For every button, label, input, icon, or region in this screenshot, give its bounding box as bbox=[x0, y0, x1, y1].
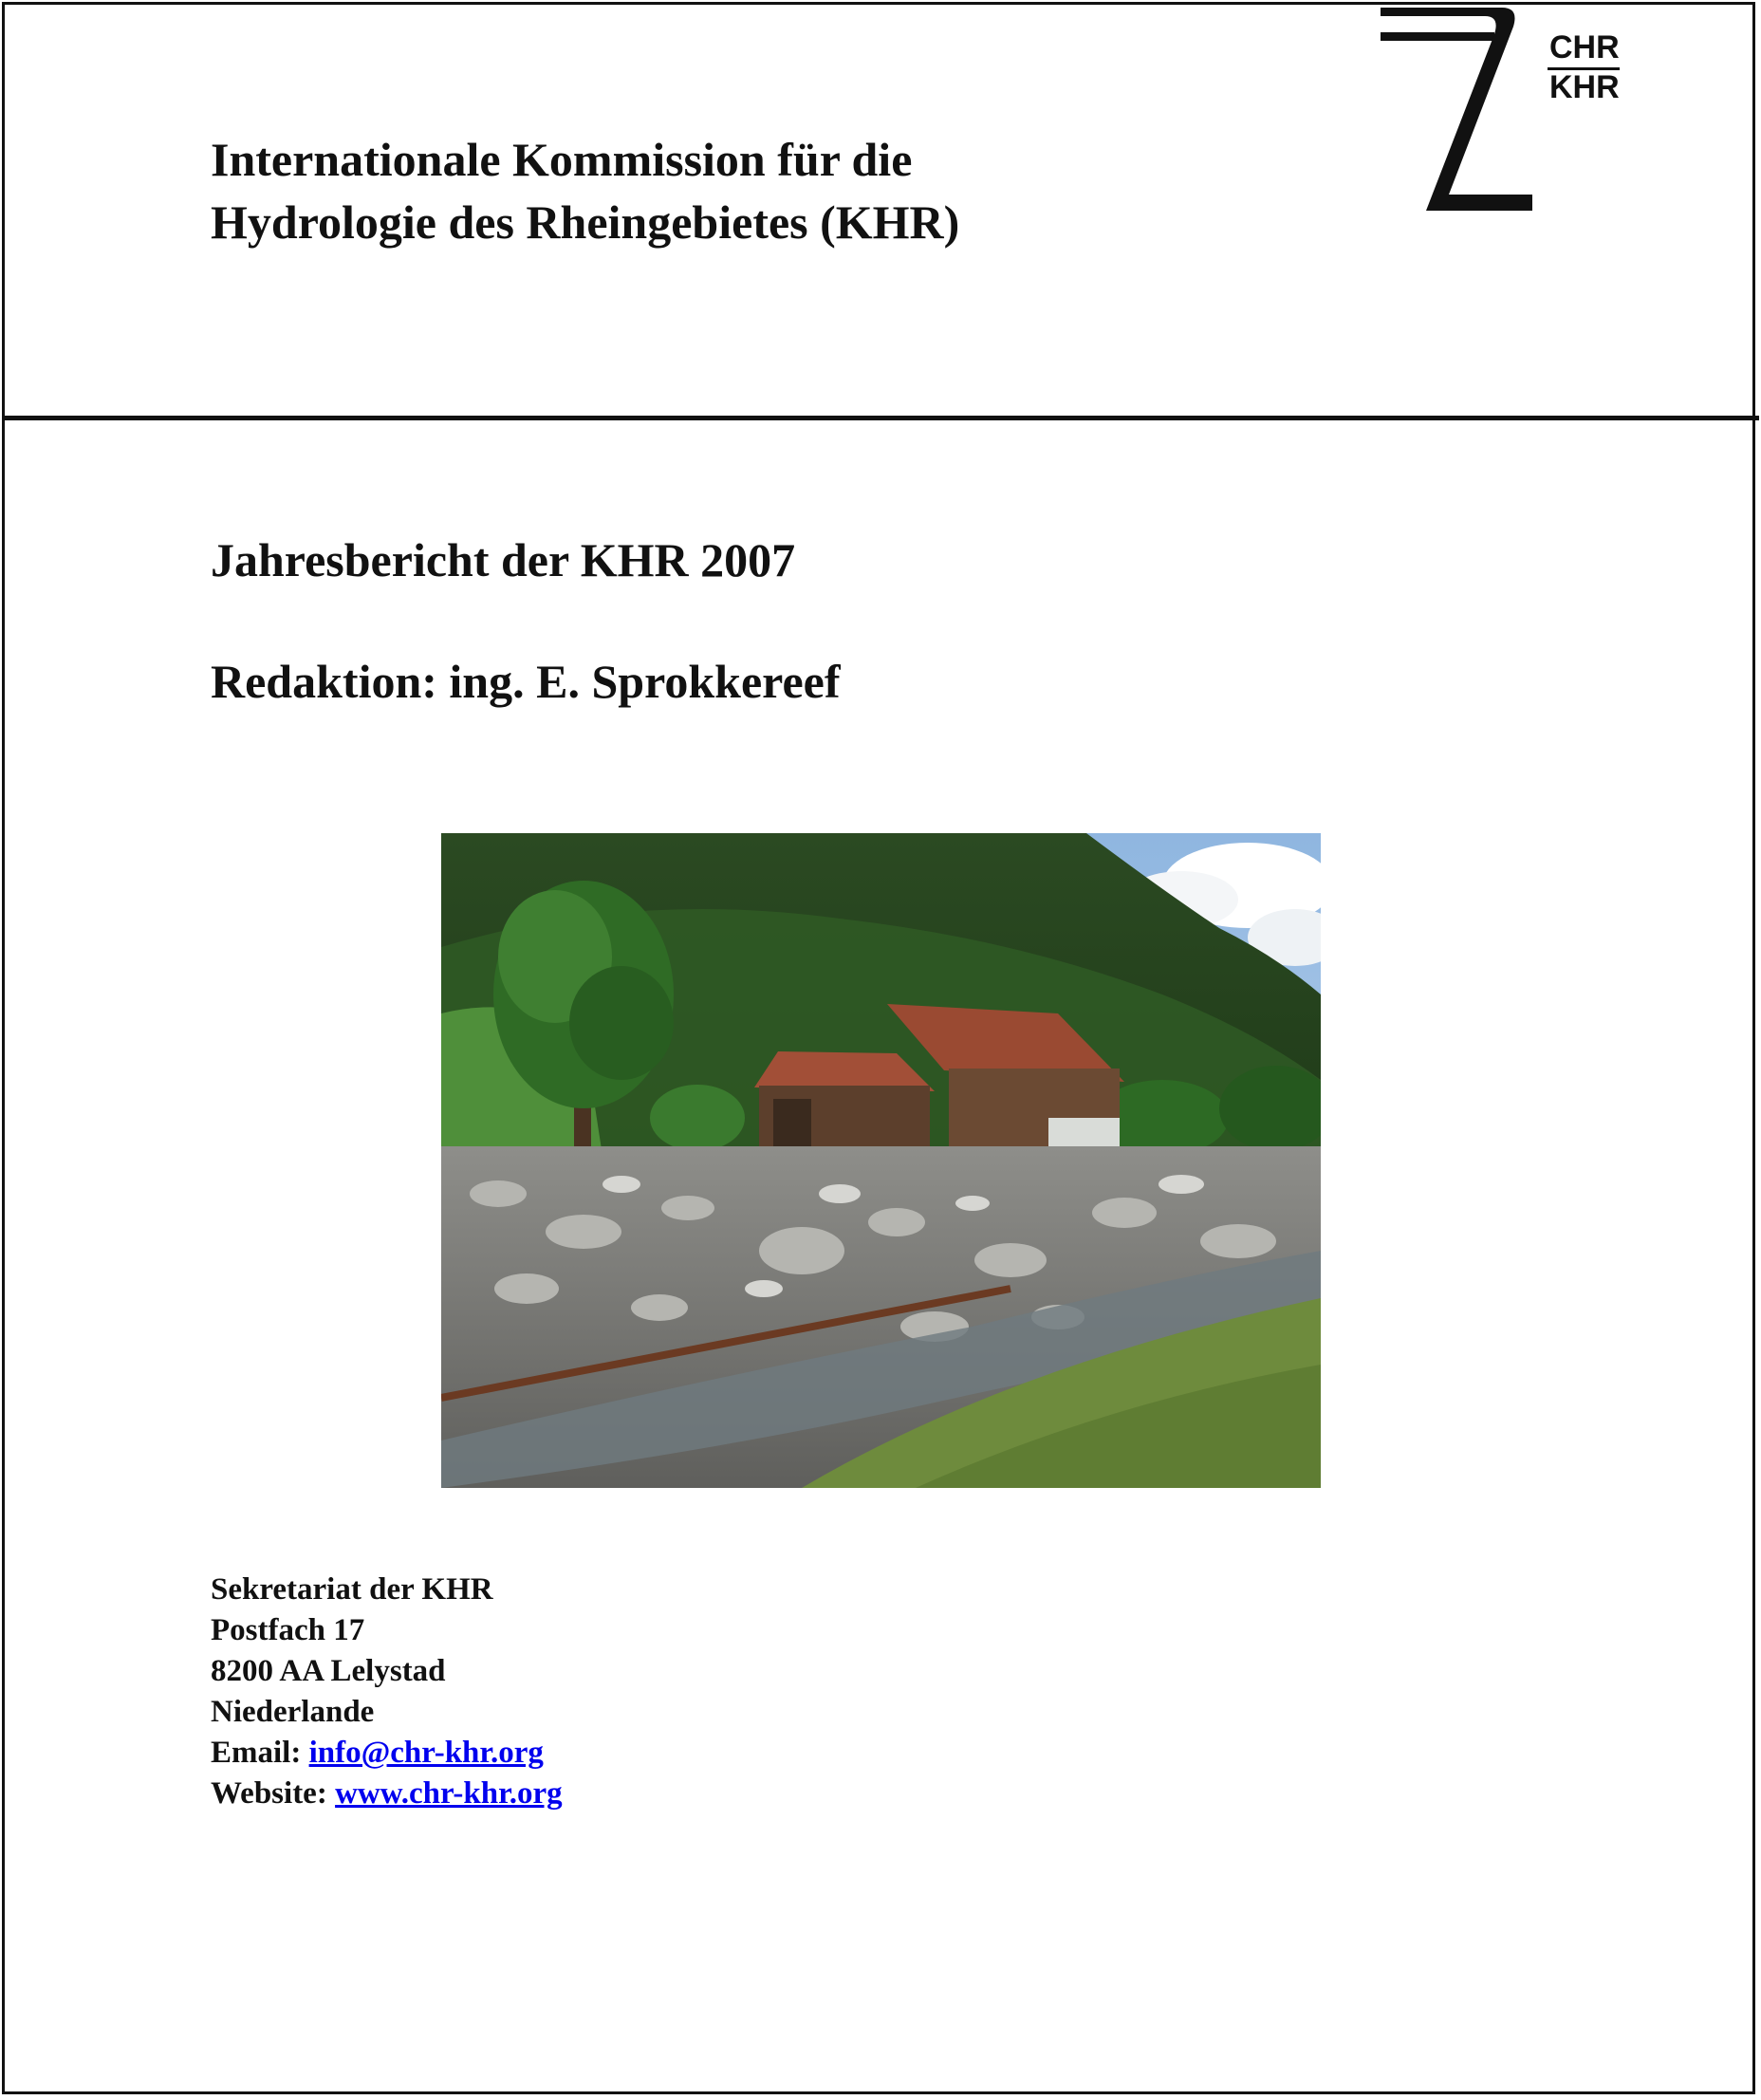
editor-line: Redaktion: ing. E. Sprokkereef bbox=[211, 655, 841, 708]
organization-title-line-1: Internationale Kommission für die bbox=[211, 133, 913, 186]
website-link[interactable]: www.chr-khr.org bbox=[335, 1776, 563, 1811]
email-label: Email: bbox=[211, 1736, 302, 1770]
secretariat-name: Sekretariat der KHR bbox=[211, 1572, 493, 1607]
organization-title bbox=[211, 128, 959, 253]
cover-photo bbox=[441, 833, 1321, 1488]
logo-text-khr: KHR bbox=[1549, 69, 1620, 105]
website-label: Website: bbox=[211, 1776, 327, 1811]
postbox: Postfach 17 bbox=[211, 1613, 365, 1647]
cover-photo-illustration bbox=[441, 833, 1321, 1488]
website-line bbox=[211, 1774, 563, 1814]
report-title: Jahresbericht der KHR 2007 bbox=[211, 533, 796, 586]
postal-city: 8200 AA Lelystad bbox=[211, 1654, 446, 1688]
chr-khr-logo bbox=[1381, 0, 1627, 228]
email-line bbox=[211, 1733, 563, 1774]
country: Niederlande bbox=[211, 1695, 375, 1729]
logo-text-chr: CHR bbox=[1549, 29, 1620, 65]
organization-title-line-2: Hydrologie des Rheingebietes (KHR) bbox=[211, 195, 960, 249]
contact-address bbox=[211, 1570, 563, 1814]
header-divider bbox=[2, 416, 1759, 420]
email-link[interactable]: info@chr-khr.org bbox=[308, 1736, 544, 1770]
